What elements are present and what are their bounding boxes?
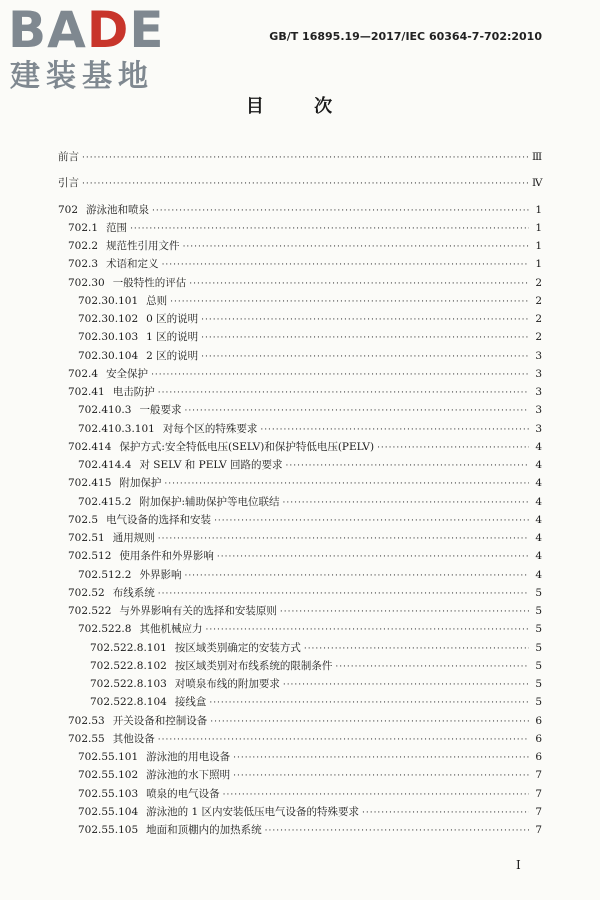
toc-entry-number: 702.30.104 <box>78 349 139 362</box>
toc-entry-title: 外界影响 <box>139 568 182 581</box>
toc-entry <box>58 310 542 328</box>
toc-entry-number: 702.522.8 <box>78 623 132 636</box>
toc-entry-number: 702.522.8.102 <box>90 659 167 672</box>
toc-entry-title: 引言 <box>58 177 79 190</box>
toc-entry-page: 6 <box>535 751 542 763</box>
toc-entry-page: 4 <box>535 495 542 508</box>
toc-entry-title: 游泳池的 1 区内安装低压电气设备的特殊要求 <box>146 805 359 818</box>
toc-entry-title: 附加保护:辅助保护等电位联结 <box>139 495 280 508</box>
toc-entry-number: 702.410.3.101 <box>78 422 155 435</box>
toc-leader-dots <box>164 475 529 493</box>
toc-leader-dots <box>214 512 529 530</box>
toc-leader-dots <box>280 603 529 621</box>
toc-entry-title: 游泳池的用电设备 <box>146 751 231 763</box>
toc-leader-dots <box>82 175 529 193</box>
toc-entry-page: 7 <box>535 805 542 818</box>
toc-entry-page: 4 <box>535 532 542 544</box>
toc-entry-page: 3 <box>535 422 542 435</box>
toc-entry <box>58 383 542 401</box>
page-number: Ⅰ <box>516 858 521 872</box>
toc-leader-dots <box>283 494 530 512</box>
toc-entry <box>58 292 542 310</box>
toc-entry-title: 按区域类别对布线系统的限制条件 <box>174 659 333 672</box>
toc-entry <box>58 438 542 456</box>
toc-entry-number: 702.512 <box>68 550 112 563</box>
toc-entry <box>58 602 542 620</box>
toc-entry-number: 702.55 <box>68 732 105 745</box>
toc-entry-title: 与外界影响有关的选择和安装原则 <box>119 605 277 617</box>
toc-entry-title: 游泳池和喷泉 <box>86 203 150 216</box>
toc-entry <box>58 766 542 784</box>
toc-leader-dots <box>184 567 529 585</box>
toc-entry-number: 702.55.102 <box>78 769 139 782</box>
toc-entry-title: 喷泉的电气设备 <box>146 787 220 800</box>
toc-leader-dots <box>158 731 529 749</box>
toc-entry-number: 702.53 <box>68 714 105 727</box>
toc-entry-page: 4 <box>535 440 542 453</box>
toc-entry <box>58 639 542 657</box>
toc-entry <box>58 474 542 492</box>
toc-entry-page: 7 <box>535 824 542 836</box>
toc-leader-dots <box>158 585 529 603</box>
toc-leader-dots <box>210 713 529 731</box>
toc-entry-page: 5 <box>535 659 542 672</box>
toc-entry-number: 702.414.4 <box>78 459 132 471</box>
toc-entry <box>58 347 542 365</box>
toc-entry <box>58 493 542 511</box>
toc-entry-number: 702.5 <box>68 513 99 526</box>
toc-entry-number: 702.2 <box>68 240 99 252</box>
toc-leader-dots <box>209 694 529 712</box>
toc-entry <box>58 712 542 730</box>
toc-entry <box>58 274 542 292</box>
toc-entry-title: 规范性引用文件 <box>106 240 180 252</box>
toc-entry-page: 7 <box>535 787 542 800</box>
toc-leader-dots <box>162 256 529 274</box>
toc-entry-page: 4 <box>535 477 542 490</box>
toc-entry-page: 6 <box>535 732 542 745</box>
toc-entry-page: 4 <box>535 513 542 526</box>
toc-entry-number: 702.522.8.104 <box>90 696 167 709</box>
toc-entry-number: 702.512.2 <box>78 568 132 581</box>
toc-leader-dots <box>223 786 529 804</box>
toc-entry <box>58 148 542 166</box>
toc-spacer <box>58 166 542 174</box>
toc-entry-title: 接线盒 <box>174 696 207 709</box>
toc-entry-title: 术语和定义 <box>106 258 159 271</box>
table-of-contents <box>58 148 542 839</box>
toc-entry <box>58 237 542 255</box>
toc-entry-title: 保护方式:安全特低电压(SELV)和保护特低电压(PELV) <box>119 440 375 453</box>
toc-entry-number: 702.55.104 <box>78 805 139 818</box>
standard-code: GB/T 16895.19—2017/IEC 60364-7-702:2010 <box>269 30 542 43</box>
toc-entry <box>58 584 542 602</box>
toc-entry-number: 702.30 <box>68 276 105 289</box>
toc-entry-title: 2 区的说明 <box>146 349 199 362</box>
toc-entry-title: 范围 <box>106 221 128 234</box>
toc-entry <box>58 748 542 766</box>
toc-entry-number: 702.30.103 <box>78 331 139 344</box>
toc-entry-page: 3 <box>535 349 542 362</box>
toc-entry <box>58 420 542 438</box>
toc-entry-page: 2 <box>535 294 542 307</box>
toc-leader-dots <box>130 220 529 238</box>
toc-entry-page: Ⅲ <box>532 151 543 163</box>
toc-entry-number: 702.55.103 <box>78 787 139 800</box>
toc-leader-dots <box>201 329 529 347</box>
page-title: 目 次 <box>245 96 355 117</box>
toc-entry <box>58 566 542 584</box>
toc-entry-title: 对每个区的特殊要求 <box>162 422 258 435</box>
logo-wordmark: BADE <box>8 1 165 59</box>
logo-chinese-text: 建装基地 <box>10 59 154 94</box>
toc-entry <box>58 730 542 748</box>
toc-entry-title: 按区域类别确定的安装方式 <box>174 641 301 654</box>
toc-entry <box>58 401 542 419</box>
toc-leader-dots <box>183 238 529 256</box>
toc-entry-title: 安全保护 <box>106 367 149 380</box>
toc-entry <box>58 693 542 711</box>
toc-entry-title: 总则 <box>146 294 168 307</box>
toc-entry-page: 7 <box>535 769 542 782</box>
toc-entry-page: 5 <box>535 641 542 654</box>
toc-entry-number: 702.410.3 <box>78 404 132 417</box>
toc-leader-dots <box>362 804 529 822</box>
toc-entry-number: 702.55.101 <box>78 751 139 763</box>
toc-leader-dots <box>82 149 529 167</box>
toc-entry-page: 3 <box>535 404 542 417</box>
toc-leader-dots <box>151 366 529 384</box>
toc-entry-number: 702.30.101 <box>78 294 139 307</box>
toc-entry <box>58 821 542 839</box>
toc-entry-page: 5 <box>535 678 542 690</box>
toc-entry <box>58 219 542 237</box>
toc-entry <box>58 657 542 675</box>
toc-leader-dots <box>260 421 529 439</box>
bade-logo <box>8 1 183 104</box>
toc-entry-number: 702.3 <box>68 258 99 271</box>
toc-entry-page: 2 <box>535 331 542 344</box>
toc-entry-title: 对 SELV 和 PELV 回路的要求 <box>139 459 283 471</box>
toc-leader-dots <box>184 402 529 420</box>
toc-leader-dots <box>265 822 529 840</box>
toc-entry-page: 2 <box>535 276 542 289</box>
toc-entry <box>58 620 542 638</box>
toc-entry-page: 2 <box>535 313 542 325</box>
toc-entry-page: 5 <box>535 696 542 709</box>
toc-entry <box>58 529 542 547</box>
toc-entry-title: 地面和顶棚内的加热系统 <box>146 824 262 836</box>
toc-entry-title: 对喷泉布线的附加要求 <box>174 678 280 690</box>
toc-entry-number: 702.414 <box>68 440 112 453</box>
toc-entry <box>58 328 542 346</box>
toc-entry-page: 1 <box>535 203 542 216</box>
toc-entry <box>58 785 542 803</box>
toc-entry <box>58 456 542 474</box>
toc-leader-dots <box>283 676 529 694</box>
toc-entry-number: 702.4 <box>68 367 99 380</box>
toc-entry-title: 一般特性的评估 <box>112 276 187 289</box>
toc-entry-title: 使用条件和外界影响 <box>119 550 214 563</box>
toc-spacer <box>58 193 542 201</box>
toc-entry-number: 702.415 <box>68 477 112 490</box>
toc-entry-title: 一般要求 <box>139 404 182 417</box>
toc-entry-number: 702.30.102 <box>78 313 139 325</box>
toc-entry-page: 6 <box>535 714 542 727</box>
toc-entry-number: 702.51 <box>68 532 105 544</box>
toc-entry-page: 3 <box>535 367 542 380</box>
toc-entry-page: Ⅳ <box>532 177 543 190</box>
toc-entry-title: 1 区的说明 <box>146 331 199 344</box>
toc-entry-title: 附加保护 <box>119 477 162 490</box>
toc-entry-title: 通用规则 <box>112 532 155 544</box>
toc-leader-dots <box>152 202 529 220</box>
toc-entry-page: 1 <box>535 240 542 252</box>
toc-entry-title: 开关设备和控制设备 <box>112 714 208 727</box>
toc-leader-dots <box>233 749 529 767</box>
toc-entry-number: 702.522 <box>68 605 112 617</box>
toc-entry <box>58 803 542 821</box>
toc-entry-title: 0 区的说明 <box>146 313 199 325</box>
toc-entry <box>58 675 542 693</box>
toc-entry-page: 1 <box>535 258 542 271</box>
toc-leader-dots <box>377 439 529 457</box>
toc-entry-page: 5 <box>535 623 542 636</box>
toc-entry-page: 4 <box>535 550 542 563</box>
toc-entry-page: 5 <box>535 605 542 617</box>
toc-entry <box>58 547 542 565</box>
toc-entry-title: 其他机械应力 <box>139 623 203 636</box>
toc-entry-number: 702.522.8.101 <box>90 641 167 654</box>
toc-entry-number: 702.55.105 <box>78 824 139 836</box>
toc-entry <box>58 511 542 529</box>
toc-leader-dots <box>158 530 529 548</box>
toc-entry-number: 702.52 <box>68 586 105 599</box>
toc-leader-dots <box>233 767 529 785</box>
toc-entry-page: 5 <box>535 586 542 599</box>
toc-entry-title: 其他设备 <box>112 732 155 745</box>
toc-entry-page: 1 <box>535 221 542 234</box>
toc-entry-page: 3 <box>535 386 542 398</box>
toc-entry-number: 702.415.2 <box>78 495 132 508</box>
toc-entry <box>58 174 542 192</box>
toc-leader-dots <box>304 640 529 658</box>
toc-entry-page: 4 <box>535 459 542 471</box>
toc-entry-number: 702.1 <box>68 221 99 234</box>
toc-entry <box>58 365 542 383</box>
toc-entry-title: 布线系统 <box>112 586 155 599</box>
toc-leader-dots <box>201 348 529 366</box>
toc-leader-dots <box>205 621 529 639</box>
toc-entry-page: 4 <box>535 568 542 581</box>
toc-entry-title: 前言 <box>58 151 79 163</box>
toc-leader-dots <box>201 311 529 329</box>
toc-entry-number: 702.41 <box>68 386 105 398</box>
toc-entry-title: 电气设备的选择和安装 <box>106 513 212 526</box>
toc-leader-dots <box>217 548 529 566</box>
toc-entry-number: 702 <box>58 203 79 216</box>
toc-entry-title: 电击防护 <box>112 386 155 398</box>
toc-entry <box>58 255 542 273</box>
toc-leader-dots <box>335 658 529 676</box>
toc-leader-dots <box>170 293 529 311</box>
toc-leader-dots <box>286 457 529 475</box>
toc-entry-title: 游泳池的水下照明 <box>146 769 231 782</box>
toc-entry <box>58 201 542 219</box>
toc-leader-dots <box>189 275 529 293</box>
toc-entry-number: 702.522.8.103 <box>90 678 167 690</box>
toc-leader-dots <box>158 384 529 402</box>
